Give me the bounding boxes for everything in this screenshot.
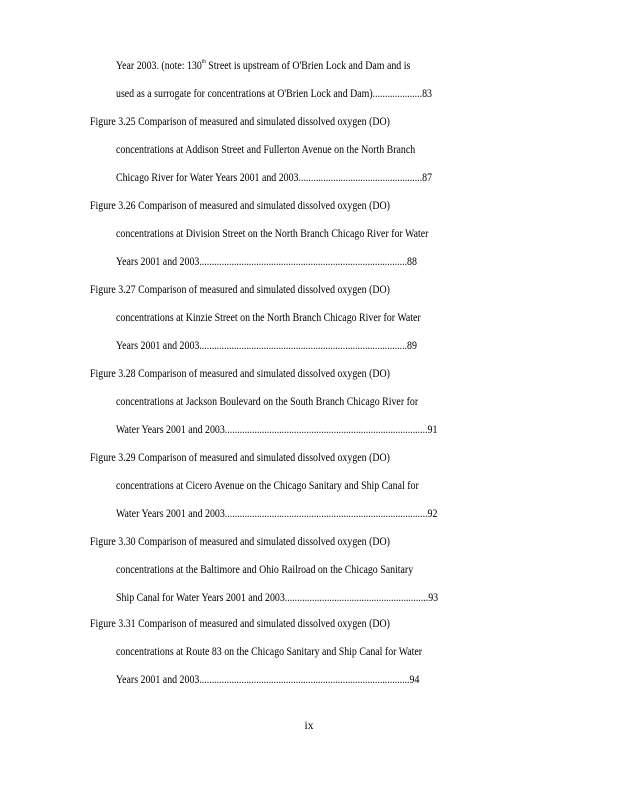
toc-text: Year 2003. (note: 130 (116, 60, 202, 72)
toc-page-number: 94 (409, 674, 420, 686)
toc-text: Ship Canal for Water Years 2001 and 2003 (116, 592, 285, 604)
toc-page-number: 93 (428, 592, 439, 604)
toc-entry-line-1[interactable] (90, 366, 390, 382)
toc-text: Water Years 2001 and 2003 (116, 508, 225, 520)
toc-entry-line-1[interactable] (90, 114, 390, 130)
toc-text: Figure 3.26 Comparison of measured and simulated dissolved oxygen (DO) (90, 200, 390, 212)
toc-entry-line-3 (116, 422, 437, 438)
leader-dots: .................................................. (298, 172, 423, 184)
toc-entry-line-1[interactable] (90, 282, 390, 298)
toc-page-number: 88 (407, 256, 417, 268)
toc-text: concentrations at Route 83 on the Chicago Sanitary and Ship Canal for Water (116, 646, 423, 658)
toc-continuation-line-2 (116, 86, 432, 102)
leader-dots: .......................................................... (284, 592, 429, 604)
toc-entry-line-3 (116, 254, 417, 270)
toc-text: concentrations at Division Street on the North Branch Chicago River for Water (116, 228, 429, 240)
toc-page-number: 92 (427, 508, 438, 520)
superscript: th (201, 59, 206, 65)
toc-entry-line-3 (116, 590, 438, 606)
toc-text: Chicago River for Water Years 2001 and 2003 (116, 172, 299, 184)
toc-text: Figure 3.30 Comparison of measured and simulated dissolved oxygen (DO) (90, 536, 390, 548)
toc-text: concentrations at Kinzie Street on the North Branch Chicago River for Water (116, 312, 421, 324)
toc-text: Figure 3.27 Comparison of measured and simulated dissolved oxygen (DO) (90, 284, 390, 296)
toc-page-number: 89 (407, 340, 417, 352)
toc-text: Years 2001 and 2003 (116, 256, 200, 268)
toc-page-number: 83 (422, 88, 432, 100)
toc-text: Years 2001 and 2003 (116, 340, 200, 352)
toc-text: Figure 3.29 Comparison of measured and simulated dissolved oxygen (DO) (90, 452, 390, 464)
toc-entry-line-3 (116, 506, 437, 522)
leader-dots: .................................................................................. (224, 508, 428, 520)
toc-text: Street is upstream of O'Brien Lock and Dam and is (205, 60, 411, 72)
toc-page-number: 91 (427, 424, 438, 436)
toc-continuation-line-1 (116, 58, 410, 74)
toc-entry-line-3 (116, 672, 419, 688)
toc-entry-line-1[interactable] (90, 198, 390, 214)
toc-entry-line-1[interactable] (90, 534, 390, 550)
toc-text: Figure 3.25 Comparison of measured and simulated dissolved oxygen (DO) (90, 116, 390, 128)
leader-dots: .................................................................................... (199, 340, 408, 352)
toc-entry-line-3 (116, 170, 432, 186)
leader-dots: .................................................................................. (224, 424, 428, 436)
toc-entry-line-2 (116, 644, 422, 660)
leader-dots: .................... (372, 88, 423, 100)
toc-text: concentrations at Jackson Boulevard on the South Branch Chicago River for (116, 396, 419, 408)
toc-text: concentrations at Addison Street and Fullerton Avenue on the North Branch (116, 144, 416, 156)
toc-entry-line-3 (116, 338, 417, 354)
page-number: ix (304, 720, 314, 732)
toc-text: Years 2001 and 2003 (116, 674, 200, 686)
toc-entry-line-2 (116, 226, 428, 242)
toc-entry-line-2 (116, 394, 418, 410)
toc-entry-line-2 (116, 310, 421, 326)
toc-text: used as a surrogate for concentrations at O'Brien Lock and Dam) (116, 88, 373, 100)
toc-entry-line-1[interactable] (90, 616, 390, 632)
toc-text: concentrations at the Baltimore and Ohio Railroad on the Chicago Sanitary (116, 564, 414, 576)
toc-text: Water Years 2001 and 2003 (116, 424, 225, 436)
leader-dots: ..................................................................................... (199, 674, 410, 686)
toc-entry-line-2 (116, 142, 415, 158)
toc-text: Figure 3.31 Comparison of measured and simulated dissolved oxygen (DO) (90, 618, 390, 630)
toc-entry-line-2 (116, 478, 419, 494)
toc-text: concentrations at Cicero Avenue on the Chicago Sanitary and Ship Canal for (116, 480, 419, 492)
toc-entry-line-2 (116, 562, 413, 578)
leader-dots: .................................................................................... (199, 256, 408, 268)
toc-entry-line-1[interactable] (90, 450, 390, 466)
toc-text: Figure 3.28 Comparison of measured and simulated dissolved oxygen (DO) (90, 368, 390, 380)
toc-page-number: 87 (422, 172, 433, 184)
